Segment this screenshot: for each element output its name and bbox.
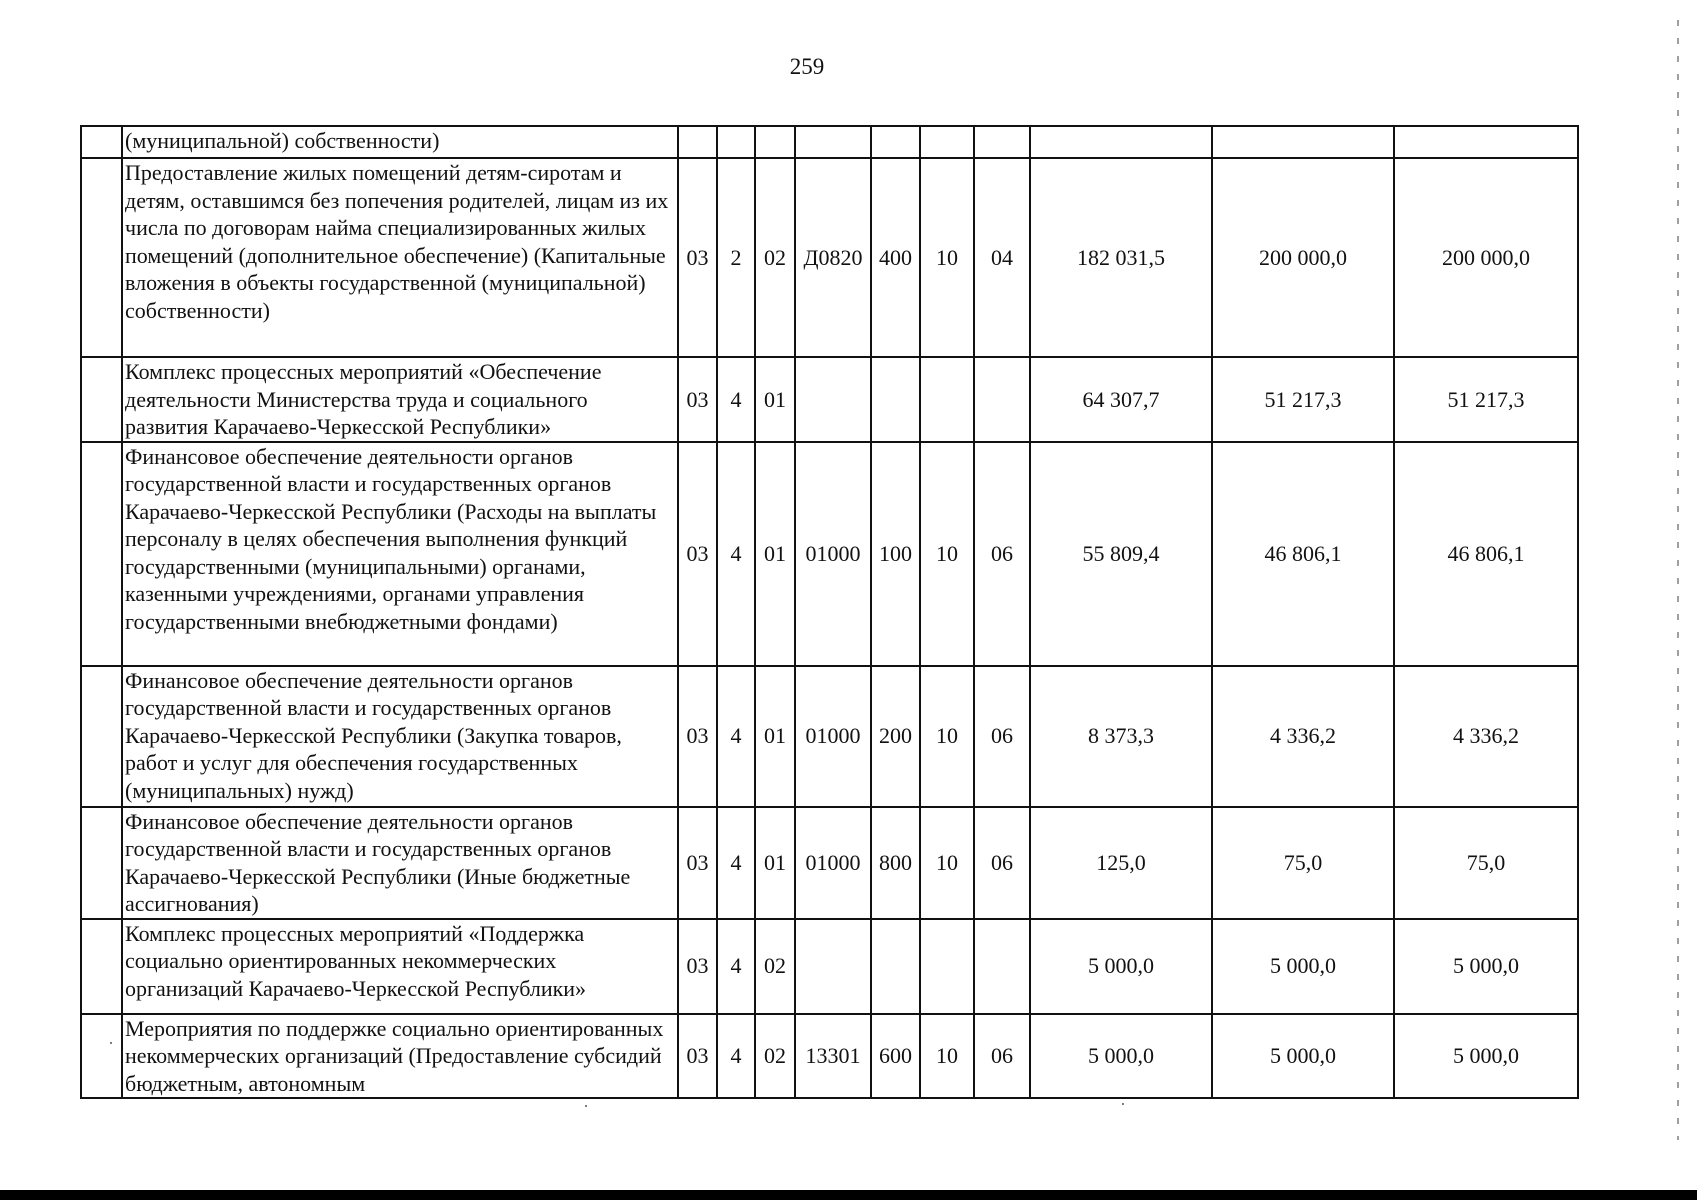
expense-type-cell: 200 [871, 666, 920, 807]
direction-code-cell: 01000 [795, 666, 871, 807]
table-row [81, 666, 1578, 807]
program-code-cell: 03 [678, 1014, 717, 1099]
section-cell: 10 [920, 158, 974, 357]
amount-cell-3: 75,0 [1394, 807, 1578, 919]
row-index-cell [81, 666, 122, 807]
direction-code-cell: 01000 [795, 442, 871, 666]
amount-cell-3: 51 217,3 [1394, 357, 1578, 442]
expense-type-cell: 600 [871, 1014, 920, 1099]
table-row [81, 158, 1578, 357]
item-name-cell: Финансовое обеспечение деятельности органов государственной власти и государственных органов Карачаево-Черкесской Республики (Иные бюджетные ассигнования) [122, 807, 678, 919]
section-cell [920, 919, 974, 1014]
program-code-cell [678, 126, 717, 158]
direction-code-cell: Д0820 [795, 158, 871, 357]
scan-margin-mark [1677, 20, 1679, 1140]
subprogram-code-cell: 4 [717, 1014, 755, 1099]
expense-type-cell [871, 919, 920, 1014]
amount-cell-3: 200 000,0 [1394, 158, 1578, 357]
amount-cell-3: 5 000,0 [1394, 919, 1578, 1014]
item-name-cell: (муниципальной) собственности) [122, 126, 678, 158]
amount-cell-2: 5 000,0 [1212, 1014, 1394, 1099]
row-index-cell [81, 807, 122, 919]
direction-code-cell [795, 357, 871, 442]
item-name-cell: Финансовое обеспечение деятельности органов государственной власти и государственных органов Карачаево-Черкесской Республики (Закупка товаров, работ и услуг для обеспечения государственных (муниципальных) нужд) [122, 666, 678, 807]
table-row [81, 919, 1578, 1014]
subprogram-code-cell: 4 [717, 919, 755, 1014]
amount-cell-2: 75,0 [1212, 807, 1394, 919]
amount-cell-3: 5 000,0 [1394, 1014, 1578, 1099]
item-name-cell: Мероприятия по поддержке социально ориентированных некоммерческих организаций (Предоставление субсидий бюджетным, автономным [122, 1014, 678, 1099]
amount-cell-1 [1030, 126, 1212, 158]
measure-code-cell: 02 [755, 919, 795, 1014]
item-name-cell: Предоставление жилых помещений детям-сиротам и детям, оставшимся без попечения родителей, лицам из их числа по договорам найма специализированных жилых помещений (дополнительное обеспечение) (Капитальные вложения в объекты государственной (муниципальной) собственности) [122, 158, 678, 357]
table-row [81, 807, 1578, 919]
amount-cell-2: 51 217,3 [1212, 357, 1394, 442]
row-index-cell [81, 357, 122, 442]
row-index-cell [81, 1014, 122, 1099]
table-row [81, 442, 1578, 666]
amount-cell-1: 64 307,7 [1030, 357, 1212, 442]
direction-code-cell [795, 126, 871, 158]
subsection-cell [974, 919, 1030, 1014]
measure-code-cell: 01 [755, 666, 795, 807]
expense-type-cell: 400 [871, 158, 920, 357]
item-name-cell: Комплекс процессных мероприятий «Обеспечение деятельности Министерства труда и социального развития Карачаево-Черкесской Республики» [122, 357, 678, 442]
row-index-cell [81, 442, 122, 666]
measure-code-cell: 02 [755, 1014, 795, 1099]
expense-type-cell: 800 [871, 807, 920, 919]
subsection-cell: 04 [974, 158, 1030, 357]
item-name-cell: Финансовое обеспечение деятельности органов государственной власти и государственных органов Карачаево-Черкесской Республики (Расходы на выплаты персоналу в целях обеспечения выполнения функций государственными (муниципальными) органами, казенными учреждениями, органами управления государственными внебюджетными фондами) [122, 442, 678, 666]
amount-cell-3: 4 336,2 [1394, 666, 1578, 807]
table-row [81, 126, 1578, 158]
measure-code-cell [755, 126, 795, 158]
amount-cell-2: 5 000,0 [1212, 919, 1394, 1014]
subprogram-code-cell: 4 [717, 442, 755, 666]
section-cell: 10 [920, 1014, 974, 1099]
budget-table [80, 125, 1579, 1099]
amount-cell-2: 200 000,0 [1212, 158, 1394, 357]
measure-code-cell: 01 [755, 442, 795, 666]
amount-cell-1: 125,0 [1030, 807, 1212, 919]
section-cell: 10 [920, 442, 974, 666]
scan-edge-bar [0, 1190, 1697, 1200]
subsection-cell: 06 [974, 666, 1030, 807]
measure-code-cell: 01 [755, 807, 795, 919]
scan-speck [1122, 1103, 1124, 1105]
item-name-cell: Комплекс процессных мероприятий «Поддержка социально ориентированных некоммерческих организаций Карачаево-Черкесской Республики» [122, 919, 678, 1014]
program-code-cell: 03 [678, 666, 717, 807]
subprogram-code-cell: 2 [717, 158, 755, 357]
measure-code-cell: 01 [755, 357, 795, 442]
program-code-cell: 03 [678, 919, 717, 1014]
section-cell [920, 126, 974, 158]
subsection-cell: 06 [974, 442, 1030, 666]
measure-code-cell: 02 [755, 158, 795, 357]
subprogram-code-cell: 4 [717, 357, 755, 442]
row-index-cell [81, 126, 122, 158]
program-code-cell: 03 [678, 807, 717, 919]
scan-speck [110, 1042, 112, 1044]
amount-cell-2 [1212, 126, 1394, 158]
amount-cell-2: 46 806,1 [1212, 442, 1394, 666]
expense-type-cell [871, 126, 920, 158]
expense-type-cell: 100 [871, 442, 920, 666]
row-index-cell [81, 158, 122, 357]
table-row [81, 357, 1578, 442]
amount-cell-1: 8 373,3 [1030, 666, 1212, 807]
amount-cell-1: 182 031,5 [1030, 158, 1212, 357]
amount-cell-3: 46 806,1 [1394, 442, 1578, 666]
scan-speck [585, 1105, 587, 1107]
amount-cell-2: 4 336,2 [1212, 666, 1394, 807]
subprogram-code-cell [717, 126, 755, 158]
subsection-cell: 06 [974, 1014, 1030, 1099]
direction-code-cell: 01000 [795, 807, 871, 919]
subprogram-code-cell: 4 [717, 807, 755, 919]
direction-code-cell: 13301 [795, 1014, 871, 1099]
subsection-cell: 06 [974, 807, 1030, 919]
section-cell [920, 357, 974, 442]
subsection-cell [974, 357, 1030, 442]
subsection-cell [974, 126, 1030, 158]
amount-cell-1: 5 000,0 [1030, 1014, 1212, 1099]
table-row [81, 1014, 1578, 1099]
direction-code-cell [795, 919, 871, 1014]
subprogram-code-cell: 4 [717, 666, 755, 807]
expense-type-cell [871, 357, 920, 442]
section-cell: 10 [920, 807, 974, 919]
row-index-cell [81, 919, 122, 1014]
section-cell: 10 [920, 666, 974, 807]
page-number: 259 [789, 54, 825, 79]
program-code-cell: 03 [678, 442, 717, 666]
program-code-cell: 03 [678, 357, 717, 442]
amount-cell-1: 5 000,0 [1030, 919, 1212, 1014]
amount-cell-1: 55 809,4 [1030, 442, 1212, 666]
amount-cell-3 [1394, 126, 1578, 158]
program-code-cell: 03 [678, 158, 717, 357]
